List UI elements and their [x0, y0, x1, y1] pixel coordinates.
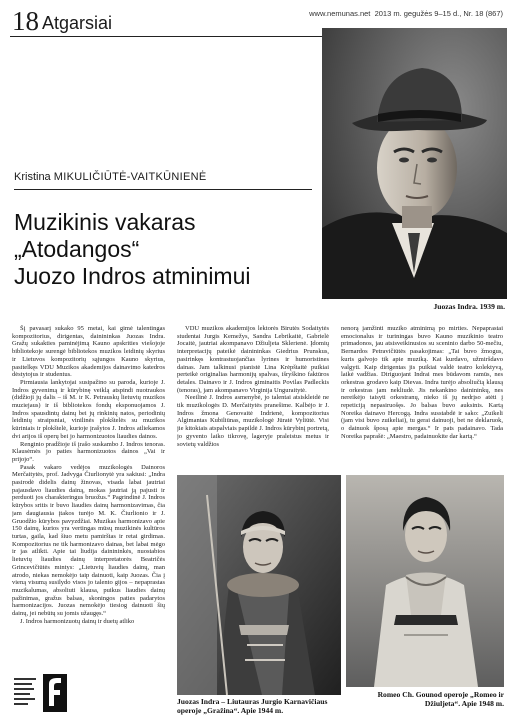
grazina-caption: Juozas Indra – Liutauras Jurgio Karnavičiaus operoje „Gražina“. Apie 1944 m.: [177, 697, 328, 715]
text-column-2: [177, 325, 329, 470]
opera-photo-romeo: [346, 475, 504, 687]
paragraph: J. Indros harmonizuotų dainų ir duetų atliko: [20, 617, 135, 625]
author-first-name: Kristina: [14, 171, 54, 183]
portrait-caption: Juozas Indra. 1939 m.: [433, 302, 505, 311]
sponsor-logo-emblem: [43, 674, 67, 712]
paragraph: Pirmiausia lankytojai susipažino su paroda, kurioje J. Indros gyvenimą ir kūrybinę veiklą atspindi nuotraukos (didžioji jų dalis – iš M. ir K. Petrauskų lietuvių muzikos muziejaus) ir iš bibliotekos fondų eksponuojamos J. Indros spausdintų dainų bei jų rinkinių natos, periodinių leidinių straipsniai, vinilinės plokštelės su muzikos kūriniais ir plokštelė, kurioje įrašytos J. Indros atliekamos dvi arijos iš operų bei jo harmonizuotos liaudies dainos.: [12, 378, 165, 440]
author-divider: [14, 189, 312, 190]
author-last-name: MIKULIČIŪTĖ-VAITKŪNIENĖ: [53, 171, 207, 183]
paragraph: Renginio pradžioje iš įrašo suskambo J. Indros tenoras. Klausėmės jo paties harmonizuotos dainos „Vai ir prijojo“.: [12, 440, 165, 463]
portrait-photo: [322, 28, 507, 299]
site-url[interactable]: www.nemunas.net: [309, 9, 371, 18]
header-meta: [309, 9, 503, 18]
sponsor-logo-text: [12, 676, 38, 710]
romeo-caption: Romeo Ch. Gounod operoje „Romeo ir Džiuljeta“. Apie 1948 m.: [377, 690, 504, 708]
section-title: Atgarsiai: [42, 13, 113, 33]
text-column-1: [12, 325, 165, 669]
paragraph: Neeilinė J. Indros asmenybė, jo talentai atsiskleidė ne tik muzikologės D. Merčaitytės pranešime. Kalbėjo ir J. Indros žmona Genovaitė Indrienė, kompozitorius Algimantas Kubiliūnas, muzikologė Jūratė Vyliūtė. Visi jie kitokiais atspalviais papildė J. Indros kūrybinį portretą, jo gyvento laiko tikrovę, lageryje praleistus metus ir sovietų valdžios: [177, 394, 329, 448]
headline-line-3: Juozo Indros atminimui: [14, 263, 251, 289]
page-number: 18: [12, 6, 39, 36]
paragraph: nenorą įamžinti muziko atminimą po mirties. Nepaprastai emocionalus ir turiningas buvo Kauno muzikinio teatro primadonos, jau atsisveikinusios su sceninio darbo 50-mečiu, Bernardos Petravičiūtės pasakojimas: „Tai buvo žmogus, kuris galvojo tik apie muziką. Kai kurdavo, užmiršdavo valgyti. Kaip dirigentas jis puikiai valdė teatro kolektyvą, laikė vadžias. Diriguojant Indrai mes būdavom ramūs, nes orkestras grodavo kaip Dievas. Indra turėjo absoliučią klausą ir orkestras jam nekliudė. Jis nekankino dainininkų, nes nereikėjo taisyti orkestranų, nieko iš jų nedrįso atėti į repeticiją nepasiruošęs. Jo balsas buvo auksinis. Kartą Noreika dainavo Hercogą. Indra susstabdė ir sako: „Zuikeli (jam visi buvo zuikeliai), tu gerai dainuoji, bet ne deklaruok, o dainuok šposą apie mergas.“ Ir pats padainavo. Tada Noreika paprašė: „Maestro, padainuokite dar kartą.“: [341, 325, 503, 440]
opera-photo-grazina: [177, 475, 341, 695]
portrait-illustration: [322, 28, 507, 299]
paragraph: Pasak vakaro vedėjos muzikologės Dainoros Merčaitytės, prof. Jadvyga Čiurlionytė yra sakiusi: „Indra pasirodė didelis dainų žinovas, visada labai jautriai pajausdavo liaudies dainą, mokas jautriai ją pajusti ir perduoti jos charakteringus bruožus.“ Pagrindinė J. Indros kūrybos sritis ir buvo liaudies dainų harmonizavimas, čia jam daugiausia įtakos turėjo M. K. Čiurlionio ir J. Gruodžio kūrybos pavyzdžiai. Muzikas harmonizavo apie 150 dainų, kurios yra vertingas mūsų muzikinės kultūros turtas, gaila, kad šiuo metu pamirštas ir retai girdimas. Kompozitorius ne tik harmonizavo dainas, bet labai mėgo ir jas atlikti. Apie tai liudija dainininkės, nuostabios lietuvių liaudies dainų interpretatorės Beatričės Grincevičiūtės mintys: „Lietuvių liaudies dainų, man atrodo, niekas nemokėjo taip dainuoti, kaip Juozas. Čia į vieną visumą susilydo visos jo talento gijos – nepaprastas muzikalumas, absoliuti klausa, puikus liaudies dainų pažinimas, gražus balsas, skoningos paties padarytos harmonizacijos. Juozas nemokėjo tiesiog dainuoti šių dainų, jei nebūtų su jomis užaugęs.“: [12, 463, 165, 618]
romeo-illustration: [346, 475, 504, 687]
paragraph: Šį pavasarį sukako 95 metai, kai gimė talentingas kompozitorius, dirigentas, dainininkas Juozas Indra. Gražų sukakties paminėjimą Kauno apskrities viešojoje bibliotekoje surengė bibliotekos muzikos leidinių skyrius ir Lietuvos kompozitorių sąjungos Kauno skyrius, pasitelkęs VDU Muzikos akademijos dainavimo katedros dėstytojus ir studentus.: [12, 325, 165, 379]
author-byline: [14, 171, 207, 183]
issue-info: 2013 m. gegužės 9–15 d., Nr. 18 (867): [374, 9, 503, 18]
article-headline: [14, 209, 314, 290]
text-column-3: [341, 325, 503, 470]
headline-line-1: Muzikinis vakaras: [14, 209, 196, 235]
grazina-illustration: [177, 475, 341, 695]
headline-line-2: „Atodangos“: [14, 236, 140, 262]
paragraph: VDU muzikos akademijos lektorės Birutės Sodaitytės studentai Jurgis Kemežys, Sandra Lebrikaitė, Gabrielė Jocaitė, jautriai akompanavo Džiuljeta Sklerienė. Įdomių interpretacijų pateikė dainininkas Giedrius Prunskus, pasirinkęs kontrastuojančias lyrines ir humoristines dainas. Jam talkinusi pianistė Lina Krėpštaitė puikiai perteikė originalias harmonijų spalvas, išryškino faktūros detales. Dainavo ir J. Indros giminaitis Povilas Padleckis (tenoras), jam akompanavo Virginija Unguraitytė.: [177, 325, 329, 394]
